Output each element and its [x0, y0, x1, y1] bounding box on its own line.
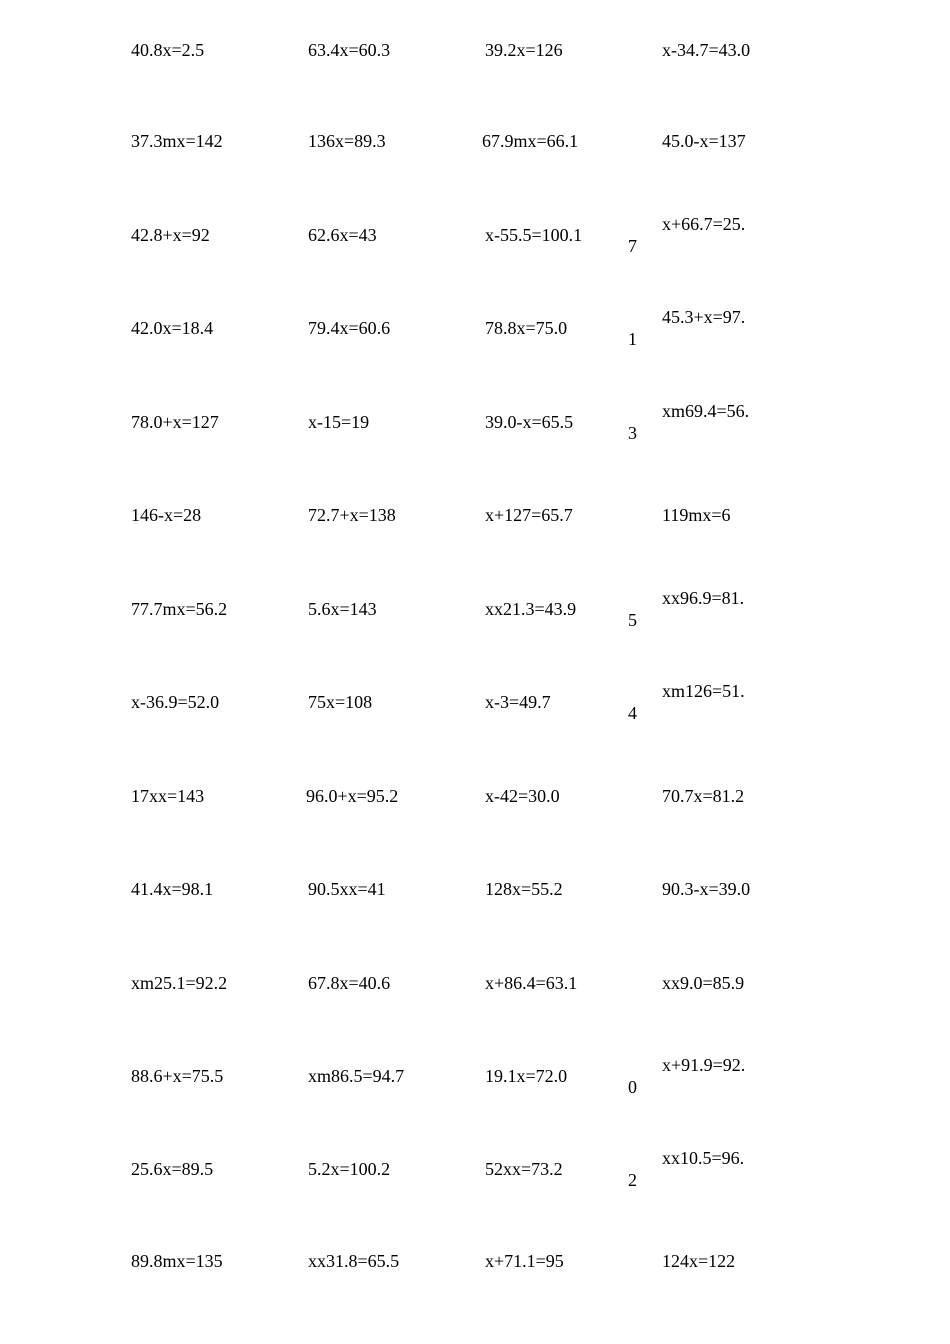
equation-cell: 70.7x=81.2: [662, 786, 745, 806]
equation-cell: 78.8x=75.0: [485, 318, 568, 338]
wrapped-digit: 7: [628, 236, 637, 256]
equation-cell: 67.8x=40.6: [308, 973, 391, 993]
equation-cell: 39.2x=126: [485, 40, 563, 60]
equation-cell: 78.0+x=127: [131, 412, 219, 432]
equation-cell: 45.3+x=97.: [662, 307, 746, 327]
equation-cell: 17xx=143: [131, 786, 205, 806]
equation-row: [0, 401, 950, 451]
equation-cell: 67.9mx=66.1: [482, 131, 579, 151]
equation-cell: 5.6x=143: [308, 599, 377, 619]
equation-cell: 89.8mx=135: [131, 1251, 223, 1271]
equation-cell: xm25.1=92.2: [131, 973, 228, 993]
equation-cell: 37.3mx=142: [131, 131, 223, 151]
equation-cell: 90.3-x=39.0: [662, 879, 751, 899]
equation-cell: xm86.5=94.7: [308, 1066, 405, 1086]
equation-row: [0, 1055, 950, 1105]
equation-cell: xx9.0=85.9: [662, 973, 745, 993]
wrapped-digit: 2: [628, 1170, 637, 1190]
equation-row: [0, 785, 950, 825]
equation-cell: 96.0+x=95.2: [306, 786, 399, 806]
equation-cell: x-42=30.0: [485, 786, 560, 806]
equation-cell: 5.2x=100.2: [308, 1159, 391, 1179]
equation-cell: x-36.9=52.0: [131, 692, 220, 712]
equation-row: [0, 1250, 950, 1290]
equation-cell: 39.0-x=65.5: [485, 412, 574, 432]
wrapped-digit: 0: [628, 1077, 637, 1097]
equation-cell: xx21.3=43.9: [485, 599, 577, 619]
equation-row: [0, 307, 950, 357]
equation-cell: x-3=49.7: [485, 692, 551, 712]
equation-row: [0, 1148, 950, 1198]
equation-row: [0, 130, 950, 170]
equation-cell: 41.4x=98.1: [131, 879, 214, 899]
equation-cell: 79.4x=60.6: [308, 318, 391, 338]
wrapped-digit: 3: [628, 423, 637, 443]
equation-cell: x+66.7=25.: [662, 214, 746, 234]
wrapped-digit: 5: [628, 610, 637, 630]
equation-cell: xm69.4=56.: [662, 401, 750, 421]
wrapped-digit: 4: [628, 703, 637, 723]
equation-row: [0, 972, 950, 1012]
equation-cell: xx31.8=65.5: [308, 1251, 400, 1271]
equation-cell: 72.7+x=138: [308, 505, 396, 525]
equation-cell: xx10.5=96.: [662, 1148, 745, 1168]
equation-cell: 45.0-x=137: [662, 131, 746, 151]
equation-cell: 62.6x=43: [308, 225, 377, 245]
equation-row: [0, 39, 950, 79]
equation-cell: 128x=55.2: [485, 879, 563, 899]
equation-cell: x+91.9=92.: [662, 1055, 746, 1075]
equation-cell: x+71.1=95: [485, 1251, 564, 1271]
equation-cell: 25.6x=89.5: [131, 1159, 214, 1179]
equation-cell: xm126=51.: [662, 681, 745, 701]
wrapped-digit: 1: [628, 329, 637, 349]
equation-cell: x-15=19: [308, 412, 370, 432]
equation-cell: 75x=108: [308, 692, 373, 712]
equation-cell: 42.8+x=92: [131, 225, 210, 245]
equation-cell: 124x=122: [662, 1251, 736, 1271]
equation-row: [0, 681, 950, 731]
equation-cell: 88.6+x=75.5: [131, 1066, 224, 1086]
equation-cell: x+127=65.7: [485, 505, 573, 525]
equation-cell: 52xx=73.2: [485, 1159, 563, 1179]
equation-row: [0, 588, 950, 638]
equation-cell: 146-x=28: [131, 505, 202, 525]
equation-cell: 90.5xx=41: [308, 879, 386, 899]
equation-cell: 136x=89.3: [308, 131, 386, 151]
equation-cell: x-34.7=43.0: [662, 40, 751, 60]
equation-cell: 40.8x=2.5: [131, 40, 205, 60]
equation-cell: 42.0x=18.4: [131, 318, 214, 338]
equation-cell: 63.4x=60.3: [308, 40, 391, 60]
equation-row: [0, 504, 950, 544]
equation-cell: 119mx=6: [662, 505, 731, 525]
equation-cell: 77.7mx=56.2: [131, 599, 228, 619]
equation-cell: xx96.9=81.: [662, 588, 745, 608]
equation-row: [0, 214, 950, 264]
equation-cell: x+86.4=63.1: [485, 973, 578, 993]
equation-cell: x-55.5=100.1: [485, 225, 583, 245]
equation-row: [0, 878, 950, 918]
equation-cell: 19.1x=72.0: [485, 1066, 568, 1086]
